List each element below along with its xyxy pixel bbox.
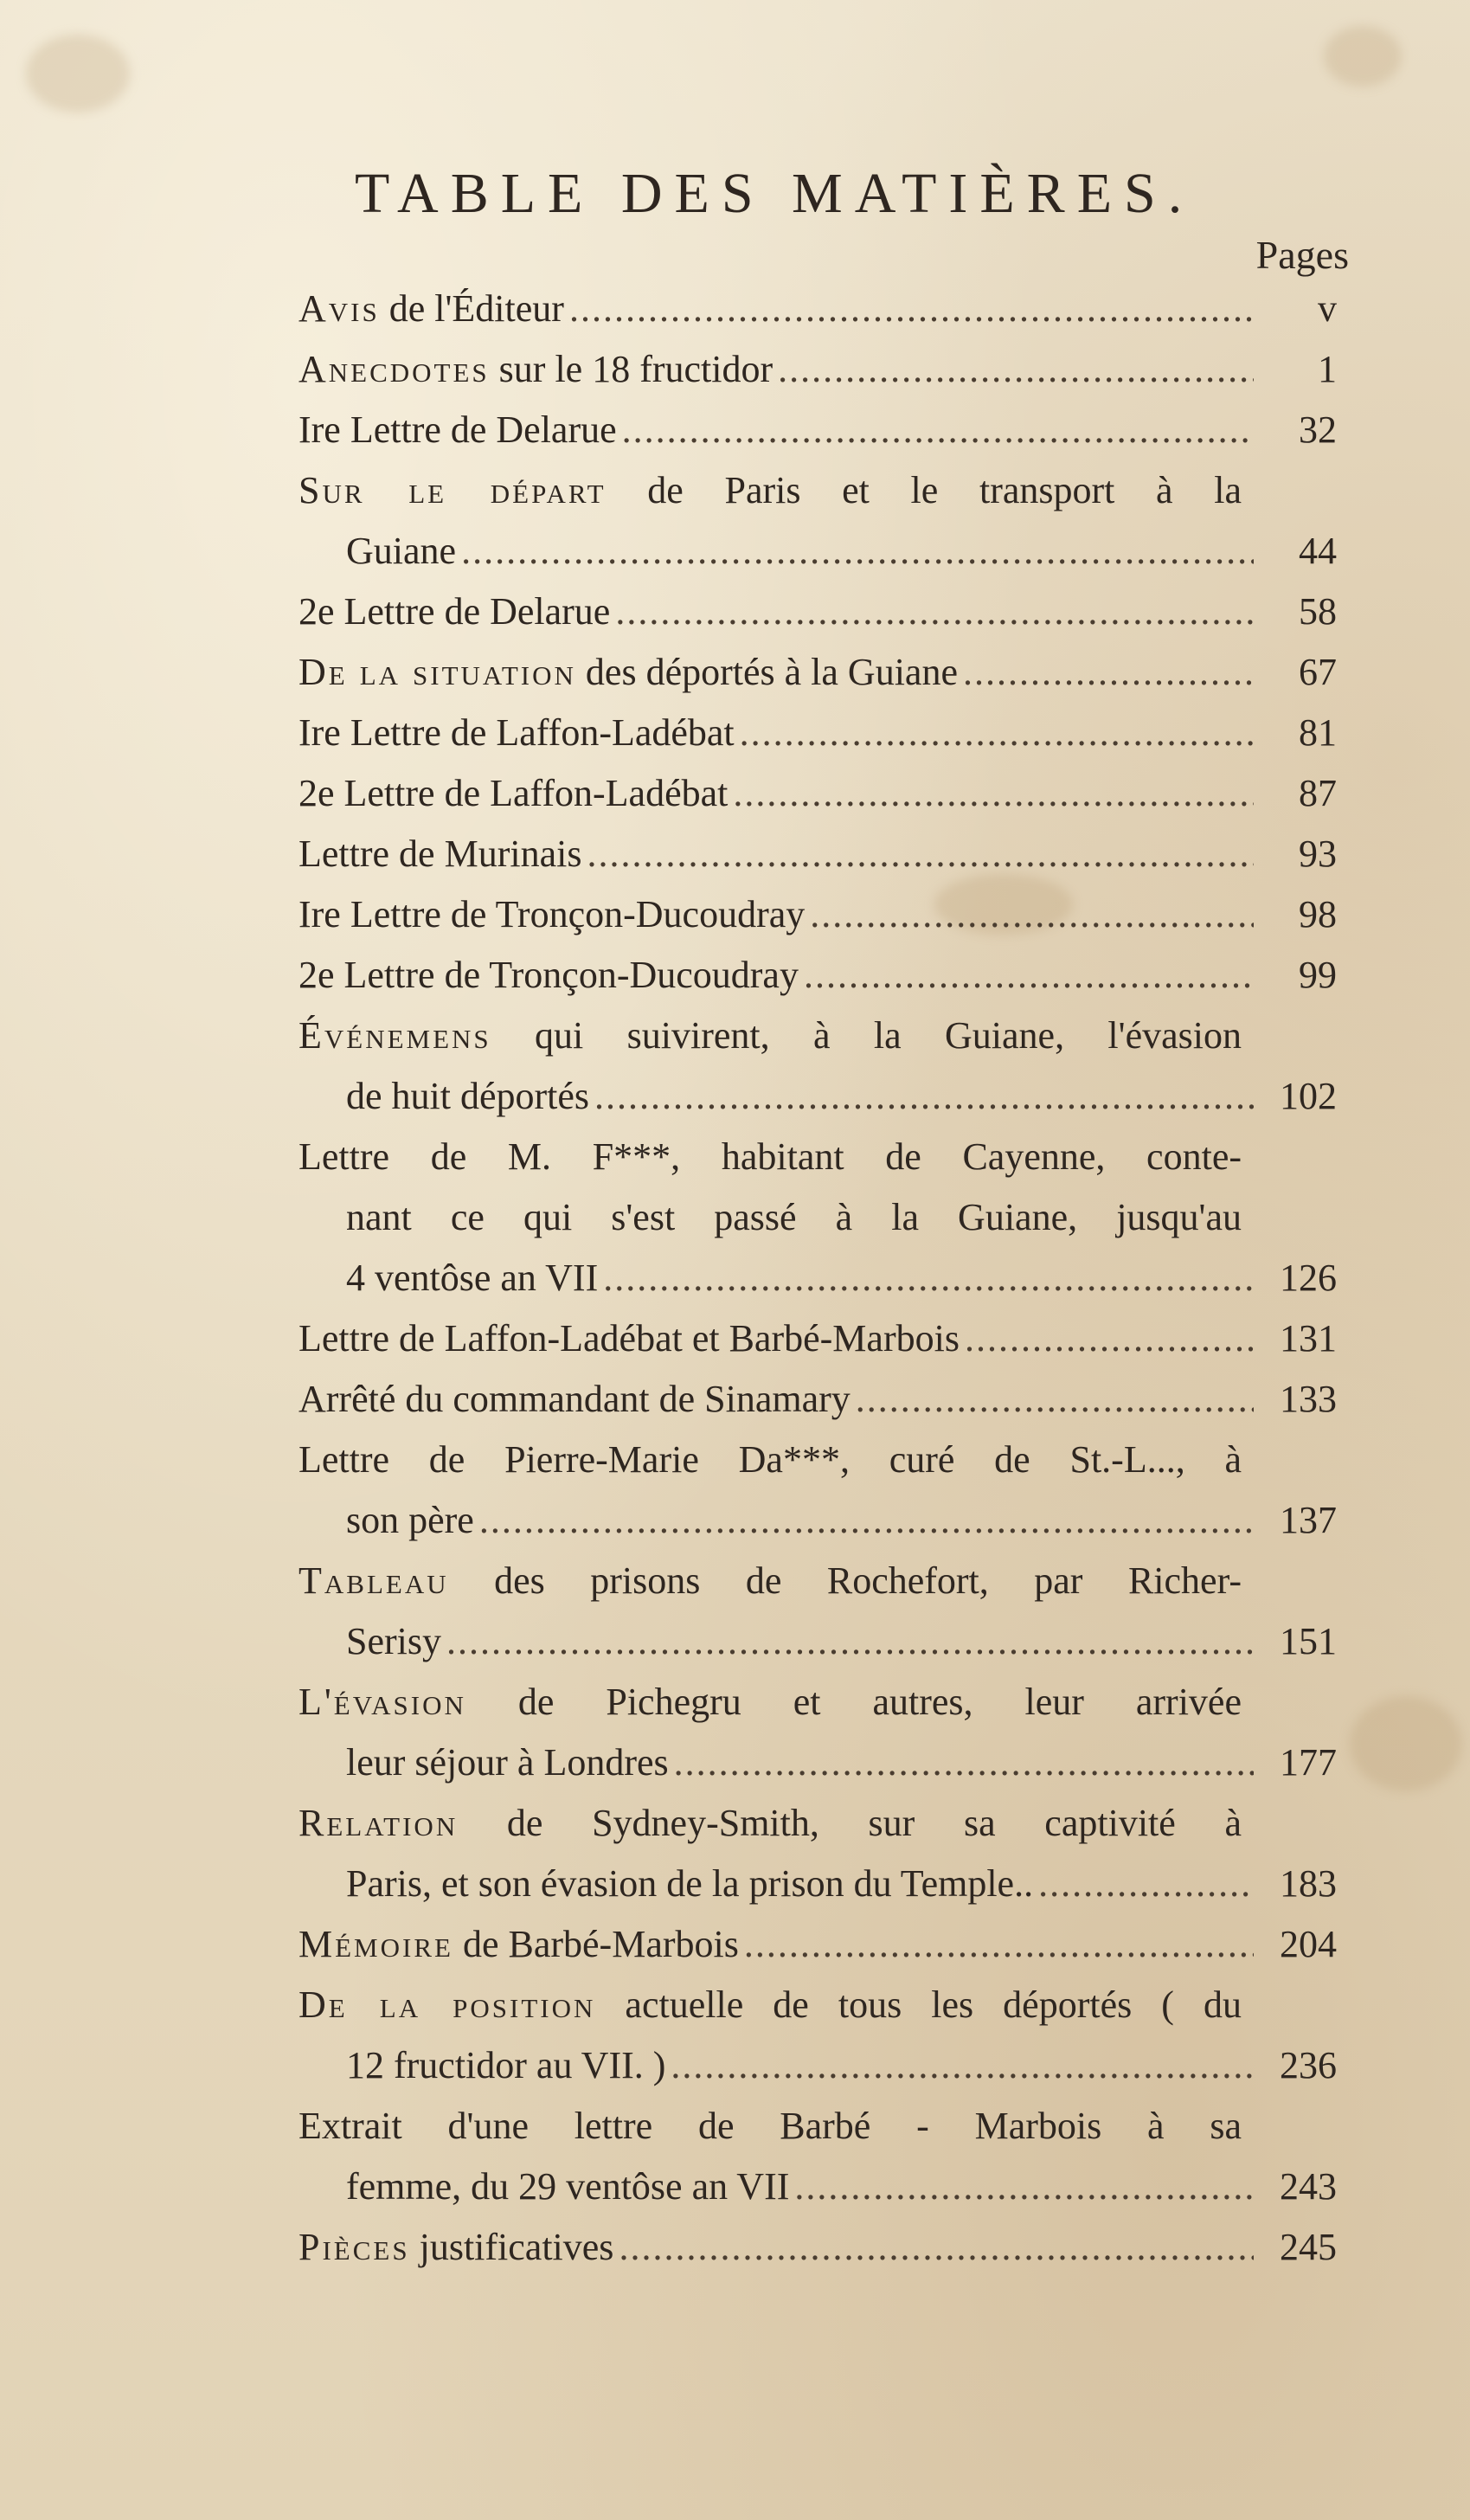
toc-entry-text bbox=[298, 1681, 1242, 1723]
toc-entry-title: Lettre de Laffon-Ladébat et Barbé-Marbois bbox=[298, 1317, 960, 1360]
toc-page-number: v bbox=[1318, 287, 1337, 330]
toc-entry-lead: Relation bbox=[298, 1802, 459, 1844]
toc-entry-last-line bbox=[298, 703, 1337, 763]
toc-entry-text bbox=[298, 1308, 960, 1369]
toc-entry-text bbox=[298, 339, 773, 400]
toc-entry-text bbox=[298, 582, 610, 642]
toc-entry bbox=[298, 2217, 1337, 2278]
toc-page-number: 204 bbox=[1280, 1923, 1337, 1965]
toc-page-number: 183 bbox=[1280, 1862, 1337, 1905]
toc-entry-last-line bbox=[298, 2157, 1337, 2217]
toc-entry-text bbox=[298, 1135, 1242, 1178]
toc-entry-text bbox=[298, 1014, 1242, 1057]
leader-dots bbox=[740, 703, 1254, 763]
toc-page-number: 137 bbox=[1280, 1499, 1337, 1541]
toc-entry bbox=[298, 884, 1337, 945]
toc-page-number: 126 bbox=[1280, 1257, 1337, 1299]
toc-entry-title: Ire Lettre de Laffon-Ladébat bbox=[298, 711, 735, 754]
leader-dots bbox=[594, 1066, 1254, 1127]
toc-entry-line bbox=[298, 1187, 1242, 1248]
paper-stain bbox=[26, 35, 130, 112]
toc-entry-title: de l'Éditeur bbox=[379, 287, 564, 330]
toc-page-number: 236 bbox=[1280, 2044, 1337, 2086]
toc-entry-lead: Événemens bbox=[298, 1014, 491, 1057]
toc-entry-text bbox=[298, 1438, 1242, 1481]
toc-entry-title: leur séjour à Londres bbox=[346, 1741, 669, 1784]
leader-dots bbox=[619, 2217, 1254, 2278]
toc-entry-title: Serisy bbox=[346, 1620, 441, 1662]
toc-entry-last-line bbox=[298, 1248, 1337, 1308]
toc-entry-title: Paris, et son évasion de la prison du Temple.. bbox=[346, 1862, 1034, 1905]
toc-entry-title: Lettre de Murinais bbox=[298, 832, 582, 875]
toc-entry bbox=[298, 582, 1337, 642]
toc-page-number: 1 bbox=[1318, 348, 1337, 390]
leader-dots bbox=[569, 279, 1254, 339]
toc-entry-last-line bbox=[298, 2035, 1337, 2096]
toc-entry-last-line bbox=[298, 1066, 1337, 1127]
toc-entry-title: Ire Lettre de Delarue bbox=[298, 408, 617, 451]
toc-entry-last-line bbox=[298, 1732, 1337, 1793]
toc-entry-title: de Pichegru et autres, leur arrivée bbox=[465, 1681, 1242, 1723]
toc-entry-lead: L'évasion bbox=[298, 1681, 466, 1723]
toc-entry-text bbox=[346, 1490, 474, 1551]
toc-entry-text bbox=[298, 763, 728, 824]
toc-page-number: 151 bbox=[1280, 1620, 1337, 1662]
toc-entry-title: 12 fructidor au VII. ) bbox=[346, 2044, 666, 2086]
toc-entry bbox=[298, 1369, 1337, 1430]
toc-page-number: 245 bbox=[1280, 2226, 1337, 2268]
leader-dots bbox=[1038, 1854, 1254, 1914]
toc-entry-last-line bbox=[298, 1490, 1337, 1551]
toc-entry-text bbox=[346, 1196, 1242, 1238]
toc-entry bbox=[298, 1127, 1337, 1308]
toc-entry-lead: Anecdotes bbox=[298, 348, 490, 390]
toc-entry-text bbox=[298, 2105, 1242, 2147]
page-title: TABLE DES MATIÈRES. bbox=[355, 162, 1195, 225]
toc-entry bbox=[298, 1006, 1337, 1127]
toc-page-number: 44 bbox=[1299, 530, 1337, 572]
leader-dots bbox=[804, 945, 1254, 1006]
toc-page-number: 131 bbox=[1280, 1317, 1337, 1360]
toc-entry-text bbox=[346, 521, 456, 582]
toc-entry-title: 2e Lettre de Tronçon-Ducoudray bbox=[298, 954, 799, 996]
toc-entry-text bbox=[298, 945, 799, 1006]
leader-dots bbox=[733, 763, 1254, 824]
toc-entry-lead: Sur le départ bbox=[298, 469, 607, 511]
toc-entry bbox=[298, 1672, 1337, 1793]
toc-entry bbox=[298, 279, 1337, 339]
toc-entry-text bbox=[298, 1369, 851, 1430]
toc-entry-title: son père bbox=[346, 1499, 474, 1541]
toc-entry bbox=[298, 2096, 1337, 2217]
toc-entry-last-line bbox=[298, 279, 1337, 339]
toc-entry bbox=[298, 1551, 1337, 1672]
leader-dots bbox=[794, 2157, 1254, 2217]
pages-column-header: Pages bbox=[1255, 233, 1349, 277]
toc-page-number: 99 bbox=[1299, 954, 1337, 996]
leader-dots bbox=[963, 642, 1254, 703]
toc-entry-title: 2e Lettre de Delarue bbox=[298, 590, 611, 633]
leader-dots bbox=[479, 1490, 1254, 1551]
leader-dots bbox=[615, 582, 1254, 642]
toc-entry-text bbox=[346, 1611, 441, 1672]
toc-entry-text bbox=[298, 1802, 1242, 1844]
toc-entry-title: Lettre de M. F***, habitant de Cayenne, conte- bbox=[298, 1135, 1242, 1178]
leader-dots bbox=[446, 1611, 1254, 1672]
table-of-contents bbox=[298, 279, 1337, 2278]
toc-page-number: 133 bbox=[1280, 1378, 1337, 1420]
toc-entry-text bbox=[298, 1983, 1242, 2026]
toc-page-number: 177 bbox=[1280, 1741, 1337, 1784]
toc-entry-title: de Paris et le transport à la bbox=[606, 469, 1242, 511]
toc-entry-line bbox=[298, 1672, 1242, 1732]
toc-entry bbox=[298, 824, 1337, 884]
toc-entry bbox=[298, 763, 1337, 824]
paper-stain bbox=[1324, 26, 1402, 87]
toc-entry bbox=[298, 1975, 1337, 2096]
toc-entry bbox=[298, 703, 1337, 763]
toc-entry-line bbox=[298, 1975, 1242, 2035]
toc-entry-line bbox=[298, 1127, 1242, 1187]
toc-entry bbox=[298, 1793, 1337, 1914]
leader-dots bbox=[622, 400, 1254, 460]
toc-entry-title: qui suivirent, à la Guiane, l'évasion bbox=[491, 1014, 1242, 1057]
toc-entry-lead: Pièces bbox=[298, 2226, 410, 2268]
toc-entry-last-line bbox=[298, 400, 1337, 460]
toc-page-number: 102 bbox=[1280, 1075, 1337, 1117]
toc-entry bbox=[298, 1308, 1337, 1369]
toc-entry-lead: De la situation bbox=[298, 651, 576, 693]
leader-dots bbox=[461, 521, 1254, 582]
toc-page-number: 87 bbox=[1299, 772, 1337, 814]
toc-entry-line bbox=[298, 460, 1242, 521]
toc-page-number: 32 bbox=[1299, 408, 1337, 451]
toc-entry-title: des déportés à la Guiane bbox=[575, 651, 958, 693]
toc-entry-line bbox=[298, 2096, 1242, 2157]
toc-entry-last-line bbox=[298, 521, 1337, 582]
toc-entry-lead: Mémoire bbox=[298, 1923, 453, 1965]
toc-entry bbox=[298, 1914, 1337, 1975]
toc-entry bbox=[298, 400, 1337, 460]
toc-entry-text bbox=[298, 469, 1242, 511]
toc-entry-title: de Barbé-Marbois bbox=[453, 1923, 739, 1965]
toc-entry-last-line bbox=[298, 642, 1337, 703]
toc-entry bbox=[298, 945, 1337, 1006]
toc-entry-text bbox=[346, 2035, 665, 2096]
toc-page-number: 98 bbox=[1299, 893, 1337, 935]
toc-entry-text bbox=[346, 2157, 789, 2217]
toc-entry-text bbox=[298, 642, 958, 703]
leader-dots bbox=[674, 1732, 1254, 1793]
toc-entry-text bbox=[298, 1559, 1242, 1602]
toc-entry-title: de huit déportés bbox=[346, 1075, 590, 1117]
toc-entry-text bbox=[298, 1914, 739, 1975]
toc-entry-last-line bbox=[298, 763, 1337, 824]
toc-entry-lead: Avis bbox=[298, 287, 380, 330]
toc-entry-line bbox=[298, 1551, 1242, 1611]
toc-entry-text bbox=[298, 2217, 613, 2278]
leader-dots bbox=[603, 1248, 1254, 1308]
toc-entry-text bbox=[298, 884, 805, 945]
toc-entry-last-line bbox=[298, 884, 1337, 945]
toc-entry-lead: Tableau bbox=[298, 1559, 449, 1602]
toc-page-number: 58 bbox=[1299, 590, 1337, 633]
toc-entry-title: 2e Lettre de Laffon-Ladébat bbox=[298, 772, 729, 814]
toc-entry-title: Arrêté du commandant de Sinamary bbox=[298, 1378, 851, 1420]
leader-dots bbox=[810, 884, 1254, 945]
toc-entry-title: Guiane bbox=[346, 530, 457, 572]
toc-entry-title: Extrait d'une lettre de Barbé - Marbois à sa bbox=[298, 2105, 1242, 2147]
toc-entry-line bbox=[298, 1006, 1242, 1066]
toc-entry bbox=[298, 1430, 1337, 1551]
leader-dots bbox=[671, 2035, 1254, 2096]
toc-entry-title: justificatives bbox=[409, 2226, 614, 2268]
toc-entry-text bbox=[346, 1732, 669, 1793]
toc-entry-last-line bbox=[298, 1308, 1337, 1369]
toc-entry-text bbox=[346, 1248, 598, 1308]
toc-entry-text bbox=[346, 1066, 589, 1127]
toc-entry-last-line bbox=[298, 945, 1337, 1006]
toc-entry-title: femme, du 29 ventôse an VII bbox=[346, 2165, 790, 2208]
leader-dots bbox=[744, 1914, 1254, 1975]
toc-entry-title: sur le 18 fructidor bbox=[489, 348, 774, 390]
toc-entry-title: nant ce qui s'est passé à la Guiane, jusqu'au bbox=[346, 1196, 1242, 1238]
toc-entry bbox=[298, 460, 1337, 582]
toc-entry-last-line bbox=[298, 2217, 1337, 2278]
toc-entry-text bbox=[298, 279, 564, 339]
toc-entry-title: Lettre de Pierre-Marie Da***, curé de St.-L..., à bbox=[298, 1438, 1242, 1481]
toc-entry-last-line bbox=[298, 1369, 1337, 1430]
toc-entry-title: Ire Lettre de Tronçon-Ducoudray bbox=[298, 893, 806, 935]
toc-entry-title: de Sydney-Smith, sur sa captivité à bbox=[458, 1802, 1242, 1844]
toc-entry-last-line bbox=[298, 1611, 1337, 1672]
toc-entry-last-line bbox=[298, 1854, 1337, 1914]
leader-dots bbox=[587, 824, 1254, 884]
toc-page-number: 243 bbox=[1280, 2165, 1337, 2208]
toc-entry-last-line bbox=[298, 582, 1337, 642]
toc-entry-title: des prisons de Rochefort, par Richer- bbox=[448, 1559, 1242, 1602]
toc-entry-last-line bbox=[298, 824, 1337, 884]
paper-stain bbox=[1350, 1696, 1462, 1791]
toc-page-number: 67 bbox=[1299, 651, 1337, 693]
leader-dots bbox=[856, 1369, 1254, 1430]
toc-entry-last-line bbox=[298, 339, 1337, 400]
leader-dots bbox=[778, 339, 1254, 400]
toc-page-number: 81 bbox=[1299, 711, 1337, 754]
toc-entry-title: actuelle de tous les déportés ( du bbox=[595, 1983, 1242, 2026]
toc-entry-text bbox=[298, 703, 735, 763]
toc-entry-line bbox=[298, 1793, 1242, 1854]
toc-entry-text bbox=[298, 400, 617, 460]
toc-entry-text bbox=[346, 1854, 1033, 1914]
toc-entry bbox=[298, 339, 1337, 400]
toc-entry-title: 4 ventôse an VII bbox=[346, 1257, 599, 1299]
toc-entry-last-line bbox=[298, 1914, 1337, 1975]
toc-entry-lead: De la position bbox=[298, 1983, 596, 2026]
toc-entry-line bbox=[298, 1430, 1242, 1490]
toc-entry-text bbox=[298, 824, 581, 884]
toc-page-number: 93 bbox=[1299, 832, 1337, 875]
toc-entry bbox=[298, 642, 1337, 703]
leader-dots bbox=[965, 1308, 1254, 1369]
